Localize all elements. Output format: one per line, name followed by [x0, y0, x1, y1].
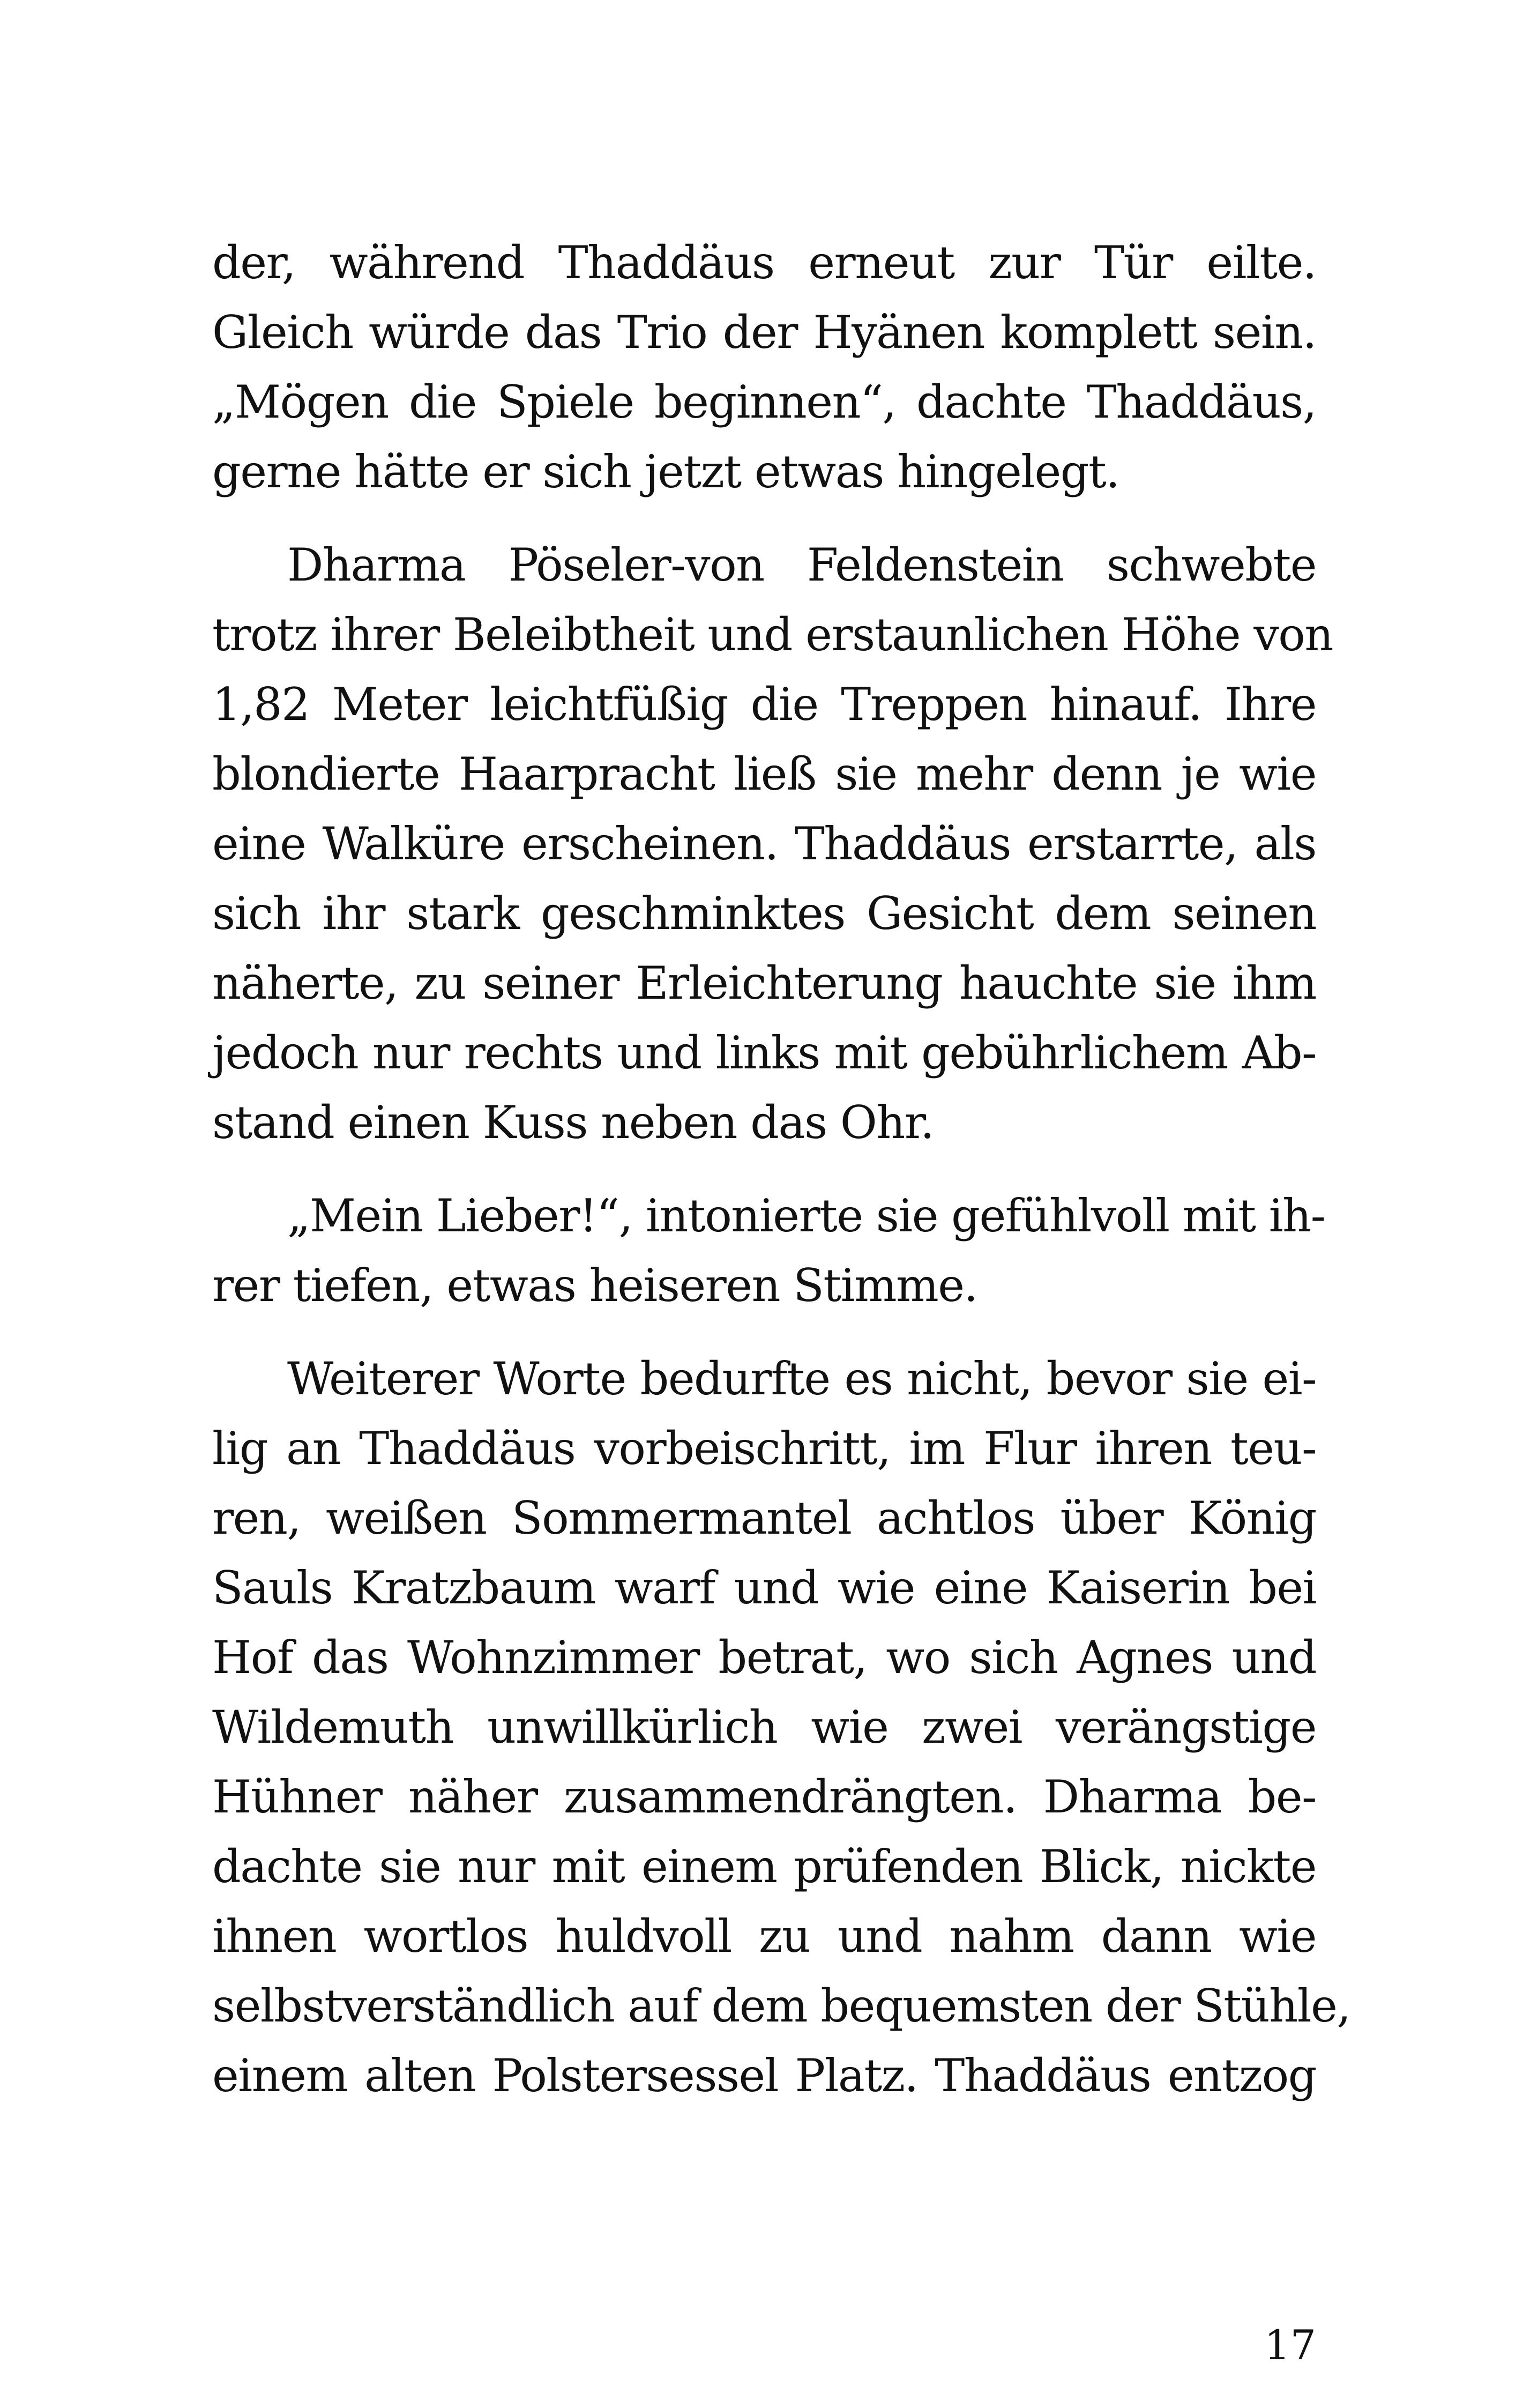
text-line: rer tiefen, etwas heiseren Stimme.: [212, 1259, 977, 1312]
text-line: 1,82 Meter leichtfüßig die Treppen hinauf. Ihre: [212, 678, 1316, 731]
text-line: selbstverständlich auf dem bequemsten der Stühle,: [212, 1980, 1350, 2032]
paragraph-3: [212, 1181, 1325, 1320]
paragraph-2: [212, 530, 1333, 1157]
text-line: lig an Thaddäus vorbeischritt, im Flur ihren teu-: [212, 1422, 1316, 1475]
text-line: ren, weißen Sommermantel achtlos über König: [212, 1492, 1316, 1544]
text-line: ihnen wortlos huldvoll zu und nahm dann wie: [212, 1910, 1316, 1963]
text-line: trotz ihrer Beleibtheit und erstaunlichen Höhe von: [212, 608, 1333, 661]
text-line: Sauls Kratzbaum warf und wie eine Kaiserin bei: [212, 1562, 1316, 1614]
text-line: näherte, zu seiner Erleichterung hauchte sie ihm: [212, 957, 1316, 1009]
text-line: Wildemuth unwillkürlich wie zwei verängstige: [212, 1701, 1316, 1753]
text-line: Weiterer Worte bedurfte es nicht, bevor sie ei-: [287, 1352, 1316, 1405]
paragraph-4: [212, 1344, 1350, 2110]
text-line: der, während Thaddäus erneut zur Tür eilte.: [212, 236, 1316, 289]
text-line: dachte sie nur mit einem prüfenden Blick, nickte: [212, 1840, 1316, 1893]
text-line: „Mein Lieber!“, intonierte sie gefühlvoll mit ih-: [287, 1190, 1325, 1242]
text-line: stand einen Kuss neben das Ohr.: [212, 1096, 934, 1149]
text-line: Gleich würde das Trio der Hyänen komplett sein.: [212, 306, 1316, 359]
paragraph-1: [212, 228, 1316, 507]
text-line: Hof das Wohnzimmer betrat, wo sich Agnes und: [212, 1631, 1316, 1684]
page-number: 17: [1264, 2321, 1316, 2369]
text-line: gerne hätte er sich jetzt etwas hingelegt.: [212, 445, 1119, 498]
text-line: Hühner näher zusammendrängten. Dharma be-: [212, 1771, 1316, 1823]
text-line: einem alten Polstersessel Platz. Thaddäus entzog: [212, 2049, 1316, 2102]
text-line: blondierte Haarpracht ließ sie mehr denn je wie: [212, 748, 1316, 800]
text-line: „Mögen die Spiele beginnen“, dachte Thaddäus,: [212, 376, 1316, 428]
body-text: [212, 228, 1350, 2110]
text-line: sich ihr stark geschminktes Gesicht dem seinen: [212, 887, 1316, 940]
text-line: eine Walküre erscheinen. Thaddäus erstarrte, als: [212, 817, 1316, 870]
text-line: Dharma Pöseler-von Feldenstein schwebte: [287, 539, 1316, 591]
text-line: jedoch nur rechts und links mit gebührlichem Ab-: [212, 1027, 1316, 1079]
